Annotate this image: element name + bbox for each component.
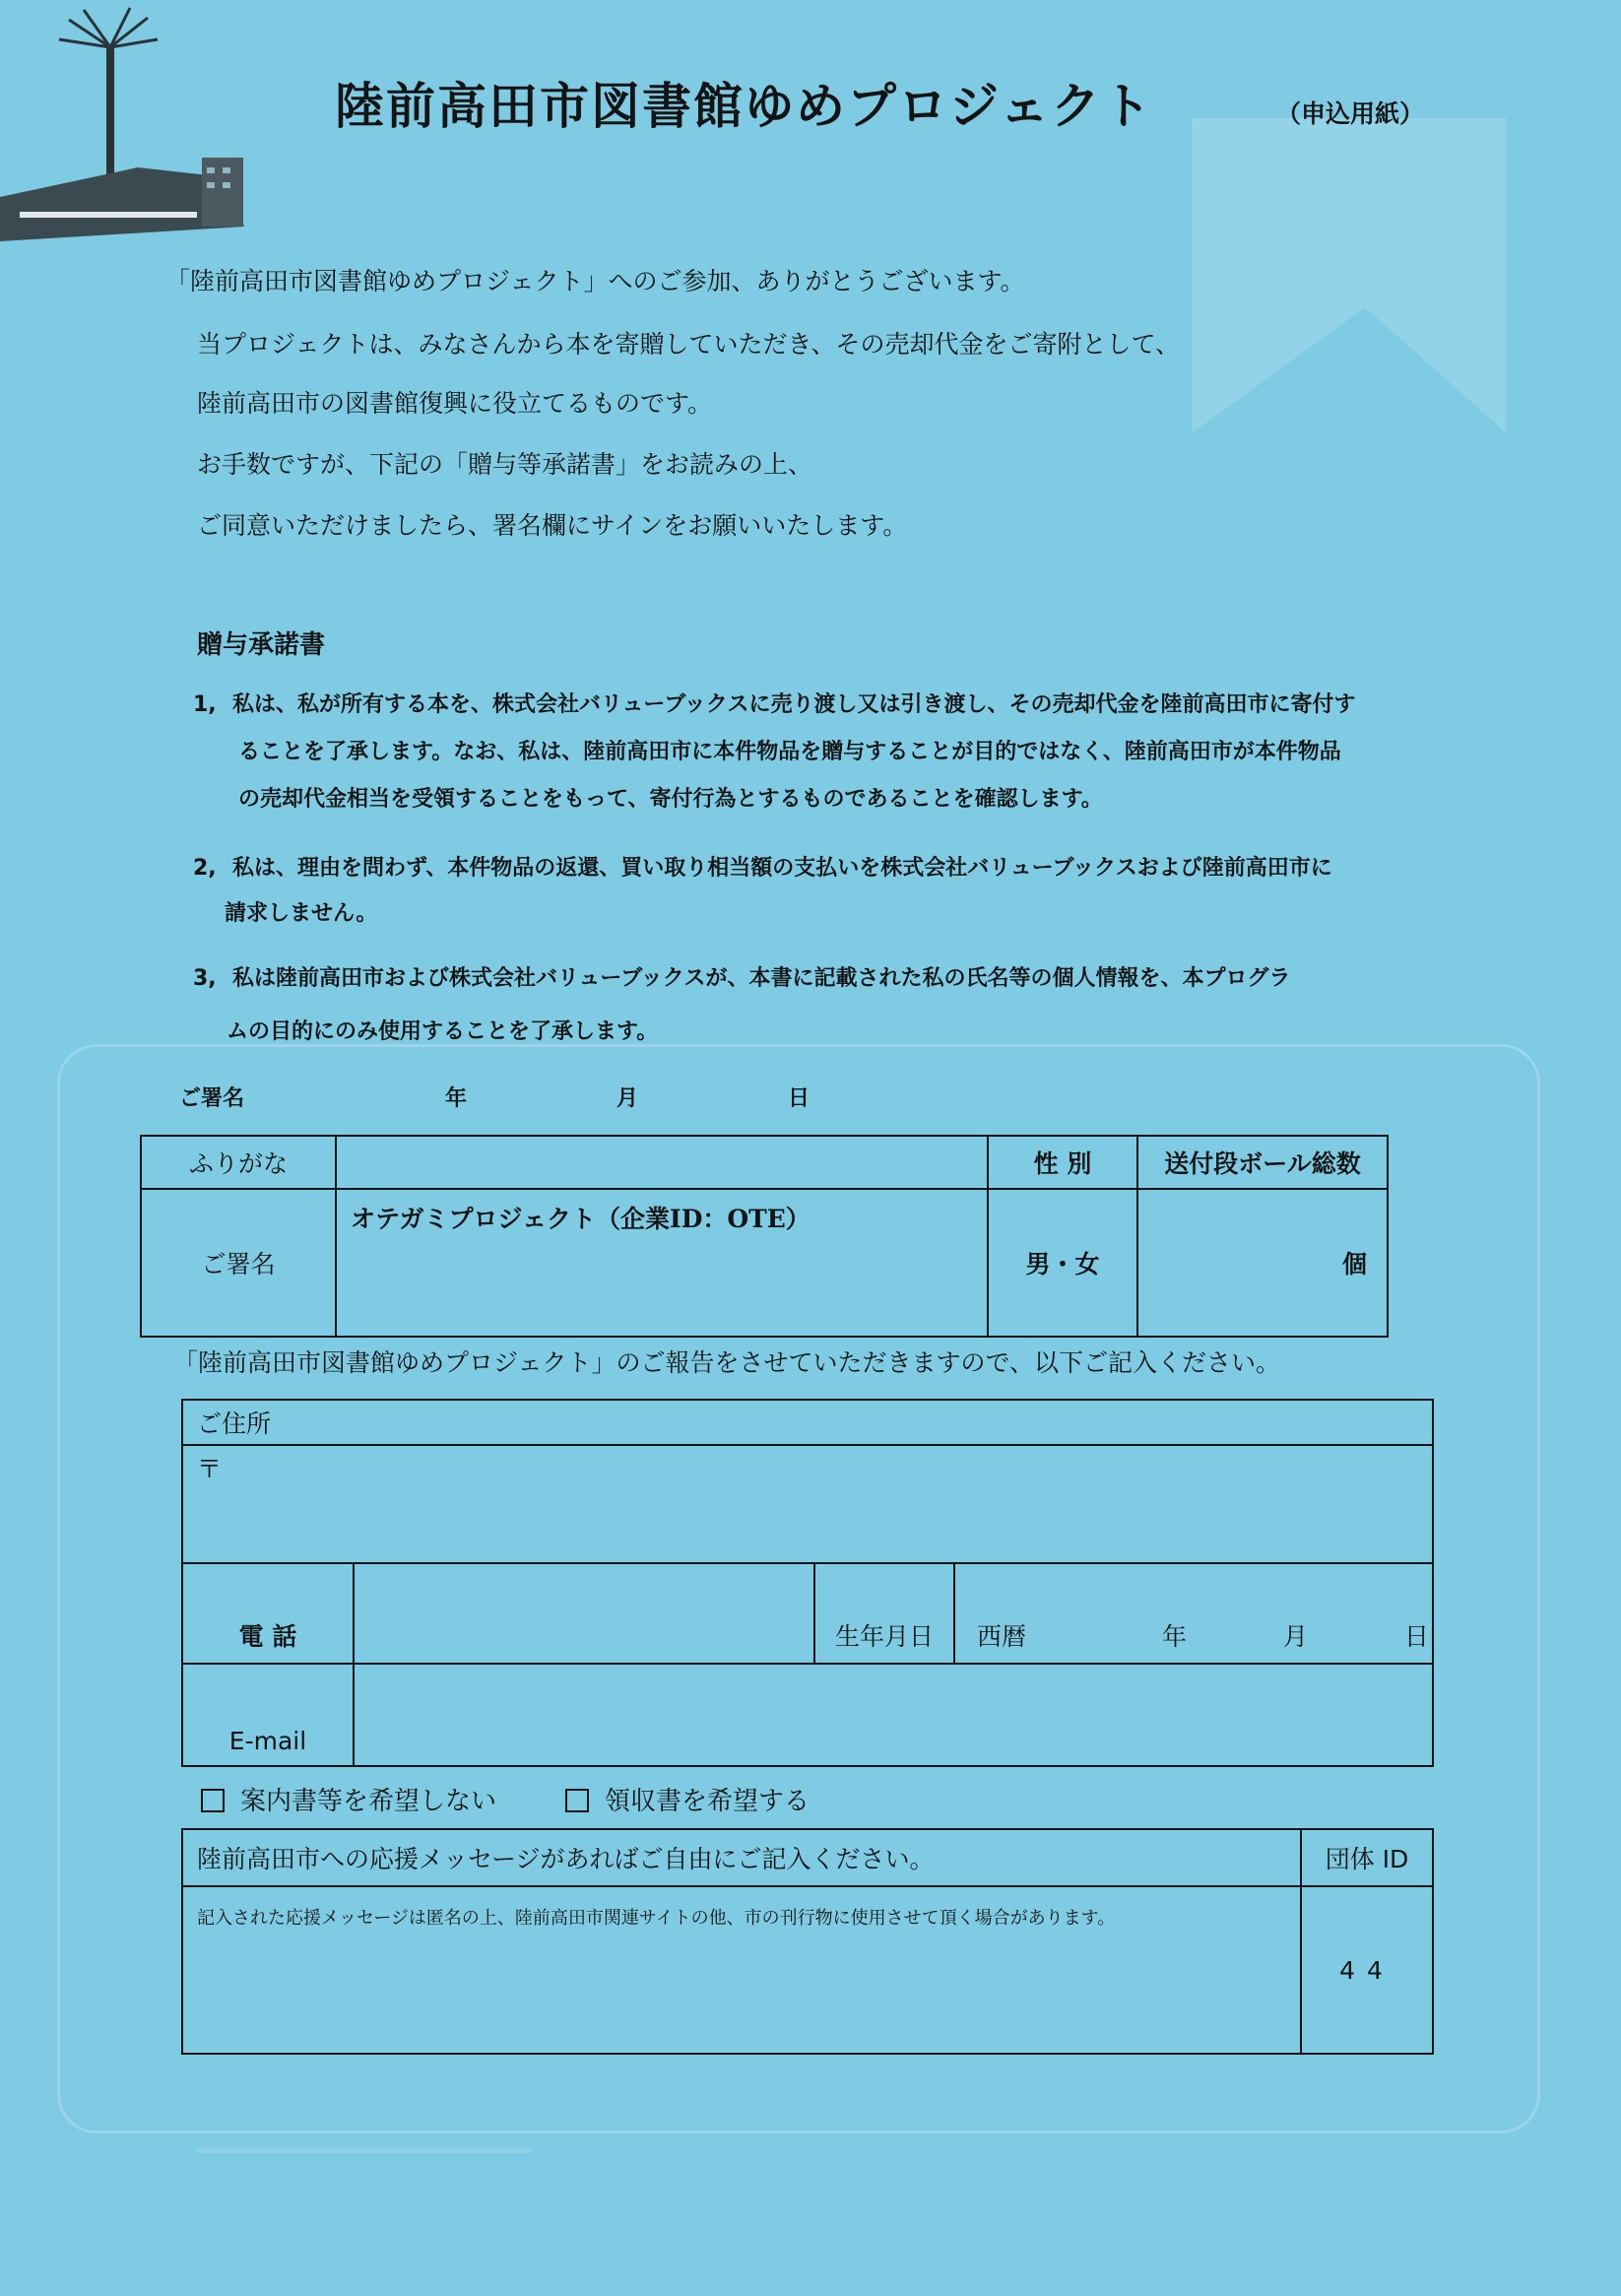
signature-table <box>140 1135 1389 1338</box>
checkbox-label: 案内書等を希望しない <box>240 1787 497 1816</box>
message-label: 陸前高田市への応援メッセージがあればご自由にご記入ください。 <box>182 1829 1301 1886</box>
clause-line: ることを了承します。なお、私は、陸前高田市に本件物品を贈与することが目的ではなく、陸前高田市が本件物品 <box>238 740 1341 764</box>
clause-number: 1, <box>193 692 217 717</box>
email-label: E-mail <box>182 1664 354 1766</box>
message-field[interactable] <box>182 1886 1301 2054</box>
library-illustration <box>0 0 256 246</box>
checkbox-box[interactable] <box>201 1789 225 1812</box>
watermark-line <box>197 2147 532 2153</box>
message-notice: 記入された応援メッセージは匿名の上、陸前高田市関連サイトの他、市の刊行物に使用させて頂く場合があります。 <box>197 1908 1116 1929</box>
contact-table <box>181 1399 1434 1767</box>
intro-line: 陸前高田市の図書館復興に役立てるものです。 <box>197 389 713 418</box>
furigana-field[interactable] <box>336 1136 988 1189</box>
boxes-label: 送付段ボール総数 <box>1137 1136 1388 1189</box>
name-value: オテガミプロジェクト（企業ID：OTE） <box>351 1205 810 1233</box>
gender-label: 性 別 <box>988 1136 1137 1189</box>
clause-line: 私は、私が所有する本を、株式会社バリューブックスに売り渡し又は引き渡し、その売却代金を陸前高田市に寄付す <box>232 692 1356 717</box>
phone-label: 電 話 <box>182 1563 354 1664</box>
clause-line: ムの目的にのみ使用することを了承します。 <box>227 1019 659 1044</box>
page-title: 陸前高田市図書館ゆめプロジェクト <box>335 77 1153 135</box>
group-id-field[interactable] <box>1301 1886 1433 2054</box>
intro-line: お手数ですが、下記の「贈与等承諾書」をお読みの上、 <box>197 450 813 479</box>
address-field[interactable] <box>182 1445 1433 1563</box>
group-id-label: 団体 ID <box>1301 1829 1433 1886</box>
gender-field[interactable] <box>988 1189 1137 1337</box>
clause-line: の売却代金相当を受領することをもって、寄付行為とするものであることを確認します。 <box>238 787 1103 812</box>
signature-day-label: 日 <box>788 1086 810 1111</box>
clause-number: 3, <box>193 966 217 991</box>
birth-field[interactable] <box>954 1563 1433 1664</box>
birth-year-label: 年 <box>1161 1622 1187 1651</box>
signature-year-label: 年 <box>445 1086 468 1111</box>
form-type-label: （申込用紙） <box>1276 99 1425 128</box>
birth-day-label: 日 <box>1403 1622 1429 1651</box>
postal-mark: 〒 <box>197 1455 223 1483</box>
name-label: ご署名 <box>141 1189 336 1337</box>
clause-line: 私は、理由を問わず、本件物品の返還、買い取り相当額の支払いを株式会社バリューブックスおよび陸前高田市に <box>232 856 1332 881</box>
checkbox-box[interactable] <box>565 1789 589 1812</box>
furigana-label: ふりがな <box>141 1136 336 1189</box>
clause-number: 2, <box>193 856 217 881</box>
checkbox-no-guide[interactable] <box>201 1781 496 1817</box>
name-field[interactable] <box>336 1189 988 1337</box>
group-id-value: 44 <box>1339 1955 1394 1985</box>
address-label: ご住所 <box>182 1400 1433 1445</box>
message-table <box>181 1828 1434 2055</box>
birth-label: 生年月日 <box>814 1563 954 1664</box>
clause-line: 請求しません。 <box>225 901 378 926</box>
era-label: 西暦 <box>977 1622 1027 1651</box>
report-instruction: 「陸前高田市図書館ゆめプロジェクト」のご報告をさせていただきますので、以下ご記入ください。 <box>173 1348 1281 1377</box>
clause-line: 私は陸前高田市および株式会社バリューブックスが、本書に記載された私の氏名等の個人情報を、本プログラ <box>232 966 1291 991</box>
boxes-field[interactable] <box>1137 1189 1388 1337</box>
checkbox-label: 領収書を希望する <box>605 1787 810 1816</box>
agreement-heading: 贈与承諾書 <box>197 630 326 660</box>
intro-line: 「陸前高田市図書館ゆめプロジェクト」へのご参加、ありがとうございます。 <box>165 267 1025 295</box>
email-field[interactable] <box>354 1664 1433 1766</box>
checkbox-receipt[interactable] <box>565 1781 810 1817</box>
signature-date-label: ご署名 <box>179 1086 245 1111</box>
phone-field[interactable] <box>354 1563 814 1664</box>
boxes-unit: 個 <box>1341 1250 1367 1279</box>
intro-line: 当プロジェクトは、みなさんから本を寄贈していただき、その売却代金をご寄附として、 <box>197 330 1181 359</box>
watermark-shape <box>1192 118 1507 433</box>
gender-value: 男・女 <box>1025 1250 1100 1279</box>
signature-month-label: 月 <box>616 1086 639 1111</box>
birth-month-label: 月 <box>1282 1622 1308 1651</box>
intro-line: ご同意いただけましたら、署名欄にサインをお願いいたします。 <box>197 511 908 540</box>
